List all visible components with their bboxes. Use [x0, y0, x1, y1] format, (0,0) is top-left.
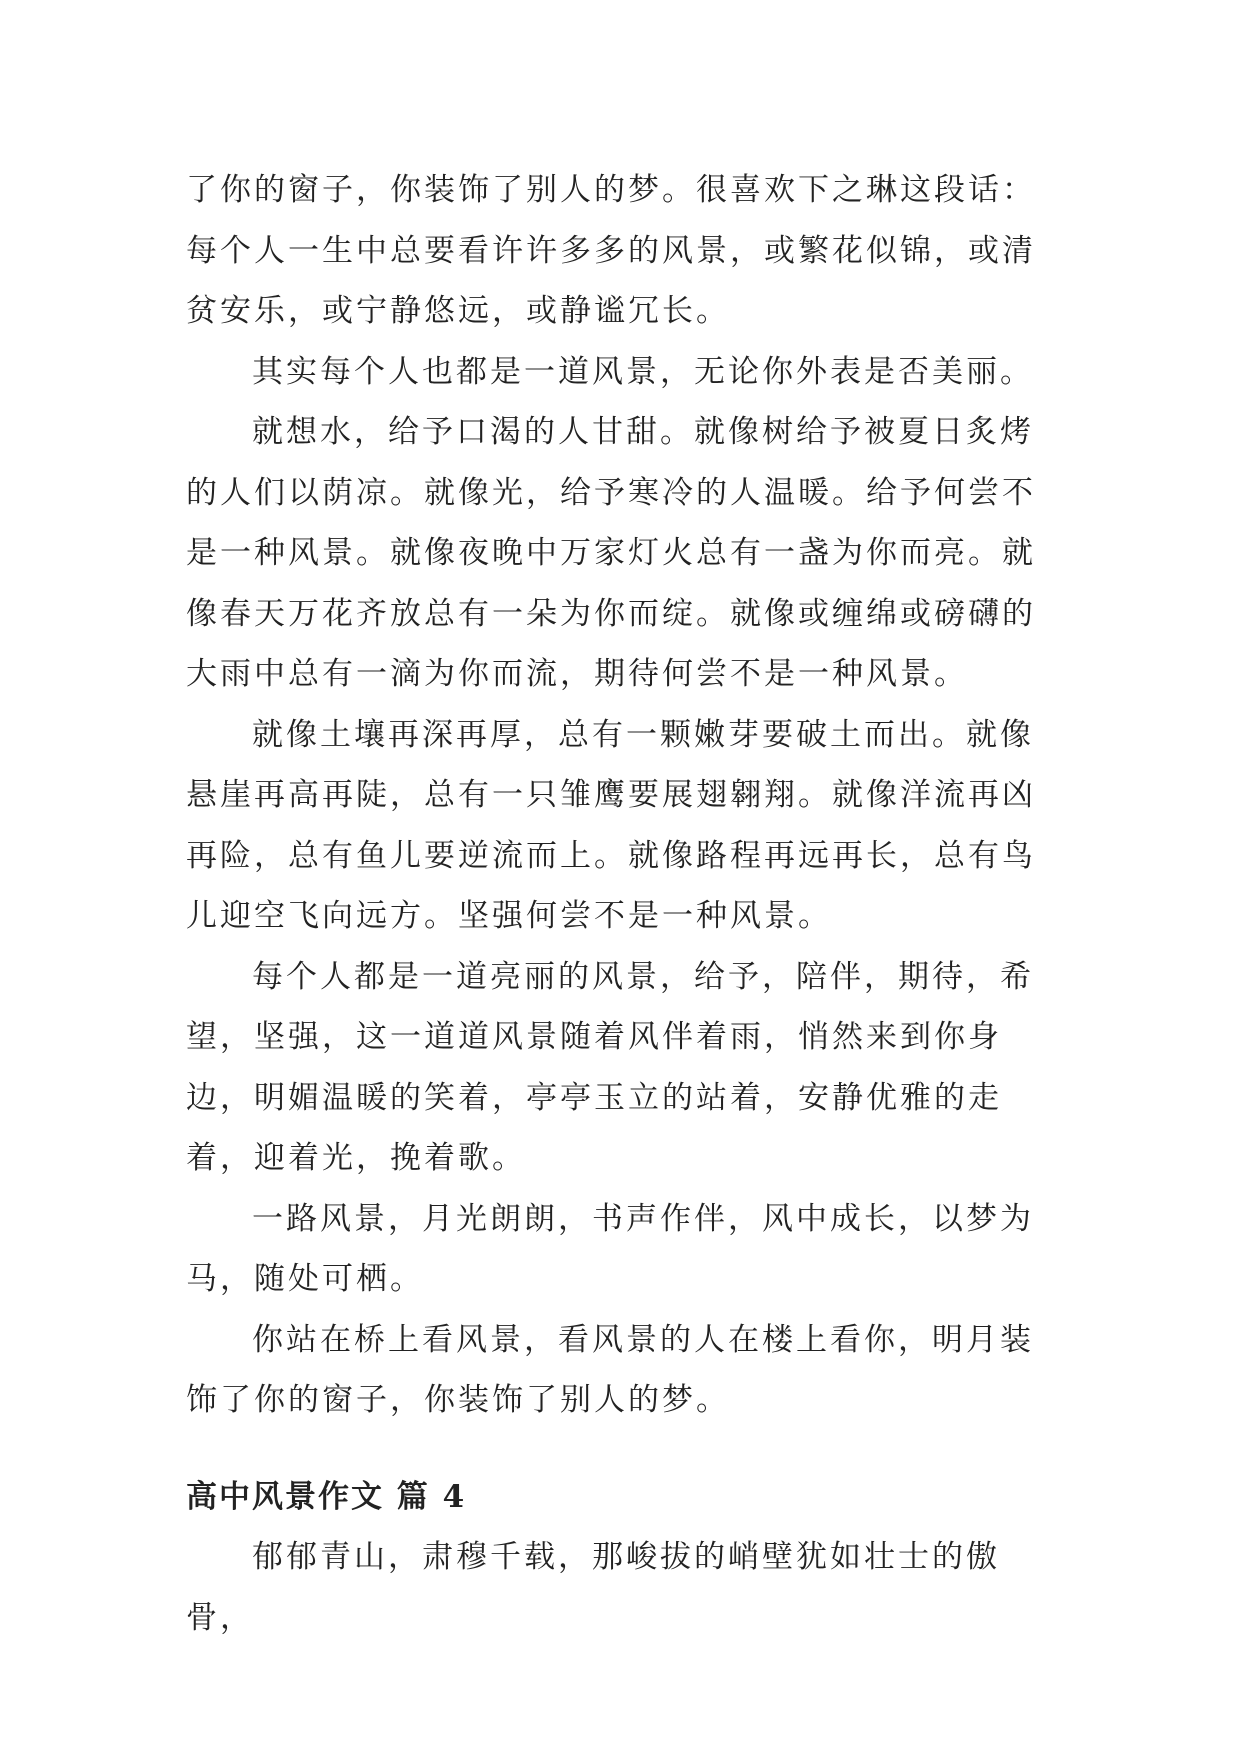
paragraph-3: 就想水，给予口渴的人甘甜。就像树给予被夏日炙烤的人们以荫凉。就像光，给予寒冷的人温暖。给予何尝不是一种风景。就像夜晚中万家灯火总有一盏为你而亮。就像春天万花齐放总有一朵为你而绽。就像或缠绵或磅礴的大雨中总有一滴为你而流，期待何尝不是一种风景。 [186, 414, 1036, 692]
document-body [186, 160, 1066, 1648]
paragraph-8: 郁郁青山，肃穆千载，那峻拔的峭壁犹如壮士的傲骨， [186, 1539, 1000, 1636]
section-heading: 高中风景作文 篇 4 [186, 1478, 467, 1515]
paragraph-1: 了你的窗子，你装饰了别人的梦。很喜欢下之琳这段话：每个人一生中总要看许许多多的风景，或繁花似锦，或清贫安乐，或宁静悠远，或静谧冗长。 [186, 172, 1036, 329]
paragraph-5: 每个人都是一道亮丽的风景，给予，陪伴，期待，希望，坚强，这一道道风景随着风伴着雨，悄然来到你身边，明媚温暖的笑着，亭亭玉立的站着，安静优雅的走着，迎着光，挽着歌。 [186, 958, 1034, 1176]
paragraph-6: 一路风景，月光朗朗，书声作伴，风中成长，以梦为马，随处可栖。 [186, 1200, 1034, 1297]
paragraph-4: 就像土壤再深再厚，总有一颗嫩芽要破土而出。就像悬崖再高再陡，总有一只雏鹰要展翅翱翔。就像洋流再凶再险，总有鱼儿要逆流而上。就像路程再远再长，总有鸟儿迎空飞向远方。坚强何尝不是一种风景。 [186, 716, 1036, 934]
paragraph-2: 其实每个人也都是一道风景，无论你外表是否美丽。 [252, 353, 1034, 390]
paragraph-7: 你站在桥上看风景，看风景的人在楼上看你，明月装饰了你的窗子，你装饰了别人的梦。 [186, 1321, 1034, 1418]
